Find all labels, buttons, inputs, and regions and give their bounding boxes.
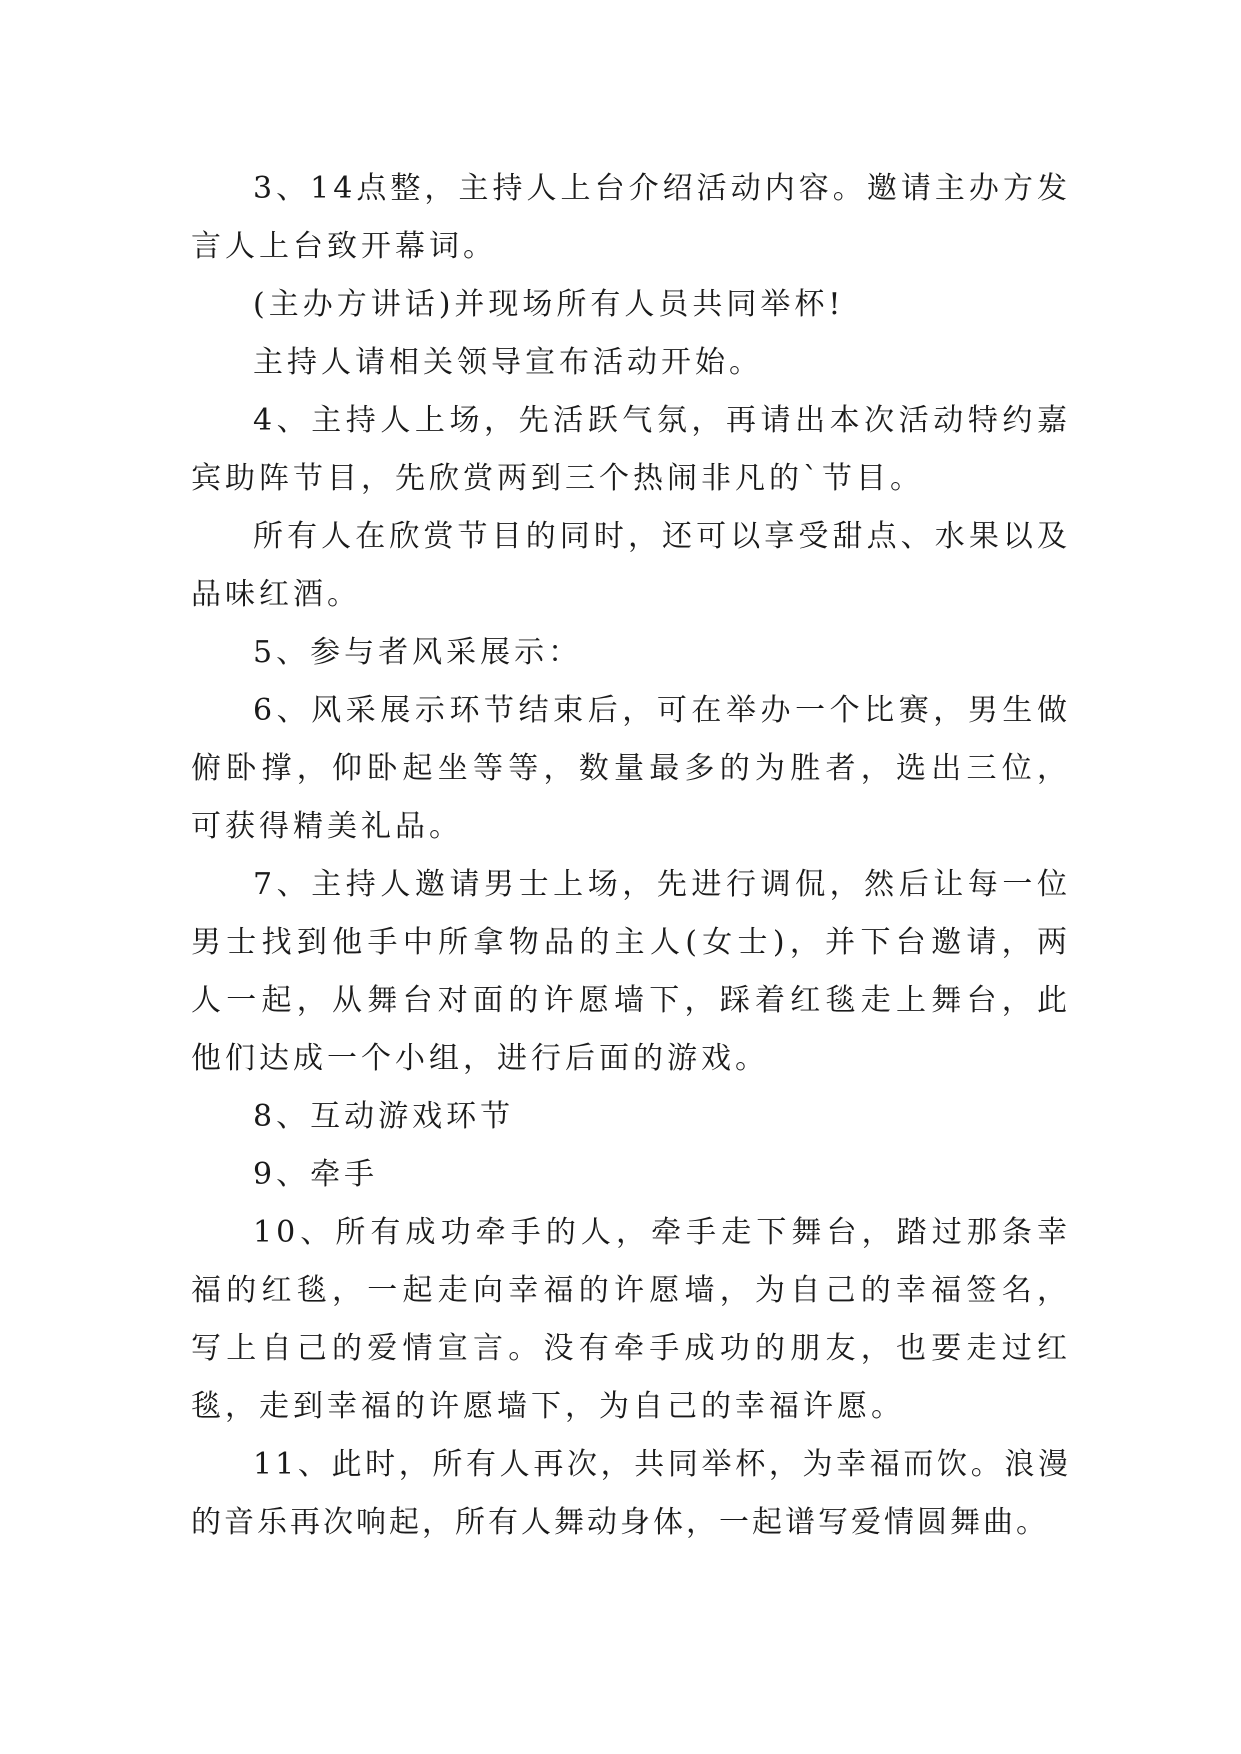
paragraph-enjoy-refreshments: 所有人在欣赏节目的同时，还可以享受甜点、水果以及品味红酒。 [191, 519, 1071, 612]
paragraph-step-9: 9、牵手 [253, 1157, 379, 1192]
paragraph-announce-start: 主持人请相关领导宣布活动开始。 [253, 345, 763, 380]
paragraph-toast: (主办方讲话)并现场所有人员共同举杯! [253, 287, 845, 322]
paragraph-step-5: 5、参与者风采展示： [253, 635, 583, 670]
document-body [191, 160, 1071, 1552]
paragraph-step-8: 8、互动游戏环节 [253, 1099, 515, 1134]
paragraph-step-3: 3、14点整，主持人上台介绍活动内容。邀请主办方发言人上台致开幕词。 [191, 171, 1071, 264]
paragraph-step-10: 10、所有成功牵手的人，牵手走下舞台，踏过那条幸福的红毯，一起走向幸福的许愿墙，为自己的幸福签名，写上自己的爱情宣言。没有牵手成功的朋友，也要走过红毯，走到幸福的许愿墙下，为自己的幸福许愿。 [191, 1215, 1071, 1424]
paragraph-step-7: 7、主持人邀请男士上场，先进行调侃，然后让每一位男士找到他手中所拿物品的主人(女士)，并下台邀请，两人一起，从舞台对面的许愿墙下，踩着红毯走上舞台，此他们达成一个小组，进行后面的游戏。 [191, 867, 1071, 1076]
paragraph-step-4: 4、主持人上场，先活跃气氛，再请出本次活动特约嘉宾助阵节目，先欣赏两到三个热闹非凡的`节目。 [191, 403, 1071, 496]
paragraph-step-6: 6、风采展示环节结束后，可在举办一个比赛，男生做俯卧撑，仰卧起坐等等，数量最多的为胜者，选出三位，可获得精美礼品。 [191, 693, 1071, 844]
paragraph-step-11: 11、此时，所有人再次，共同举杯，为幸福而饮。浪漫的音乐再次响起，所有人舞动身体，一起谱写爱情圆舞曲。 [191, 1447, 1071, 1540]
